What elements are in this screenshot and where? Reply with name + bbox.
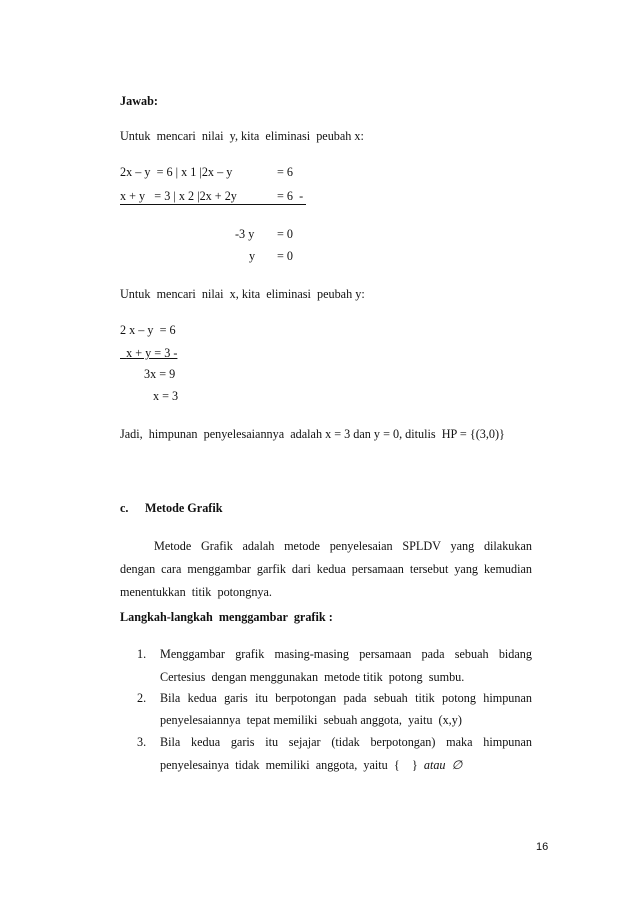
step-line2-prefix: penyelesainya tidak memiliki anggota, yaitu { }	[160, 758, 418, 772]
paragraph-line3: menentukkan titik potongnya.	[120, 585, 272, 599]
paragraph-line2: dengan cara menggambar garfik dari kedua persamaan tersebut yang kemudian	[120, 562, 532, 576]
step-line2: penyelesaiannya tepat memiliki sebuah anggota, yaitu (x,y)	[160, 713, 462, 727]
steps-heading: Langkah-langkah menggambar grafik :	[120, 610, 333, 624]
elim-x-row2-right: = 6 -	[277, 189, 304, 203]
step-line2-suffix: atau ∅	[423, 758, 463, 772]
conclusion-text: Jadi, himpunan penyelesaiannya adalah x = 3 dan y = 0, ditulis HP = {(3,0)}	[120, 427, 505, 441]
elim-y-line4: x = 3	[153, 389, 179, 403]
intro-eliminate-y: Untuk mencari nilai x, kita eliminasi peubah y:	[120, 287, 365, 301]
elim-x-row2-left: x + y = 3 | x 2 |2x + 2y	[120, 189, 237, 203]
elim-x-row1-right: = 6	[277, 165, 294, 179]
step-number: 1.	[137, 647, 147, 661]
step-line1: Bila kedua garis itu berpotongan pada sebuah titik potong himpunan	[160, 691, 532, 705]
elim-y-line2	[120, 347, 177, 359]
elim-x-row3-left: -3 y	[235, 227, 255, 241]
elim-y-line2-text: x + y = 3 -	[126, 346, 178, 360]
elim-x-row3-right: = 0	[277, 227, 294, 241]
section-title: Metode Grafik	[145, 501, 223, 515]
step-line2: Certesius dengan menggunakan metode titik potong sumbu.	[160, 670, 465, 684]
section-marker: c.	[120, 501, 129, 515]
elim-y-line3: 3x = 9	[144, 367, 176, 381]
elim-y-line1: 2 x – y = 6	[120, 323, 176, 337]
answer-label: Jawab:	[120, 94, 158, 108]
elim-x-row4-left: y	[249, 249, 256, 263]
step-line2	[160, 759, 462, 771]
intro-eliminate-x: Untuk mencari nilai y, kita eliminasi peubah x:	[120, 129, 364, 143]
subtraction-line	[120, 204, 306, 205]
page-number: 16	[536, 841, 549, 853]
step-line1: Menggambar grafik masing-masing persamaan pada sebuah bidang	[160, 647, 532, 661]
paragraph-line1: Metode Grafik adalah metode penyelesaian SPLDV yang dilakukan	[154, 539, 532, 553]
elim-x-row4-right: = 0	[277, 249, 294, 263]
elim-x-row1-left: 2x – y = 6 | x 1 |2x – y	[120, 165, 233, 179]
step-number: 3.	[137, 735, 147, 749]
step-line1: Bila kedua garis itu sejajar (tidak berpotongan) maka himpunan	[160, 735, 532, 749]
step-number: 2.	[137, 691, 147, 705]
